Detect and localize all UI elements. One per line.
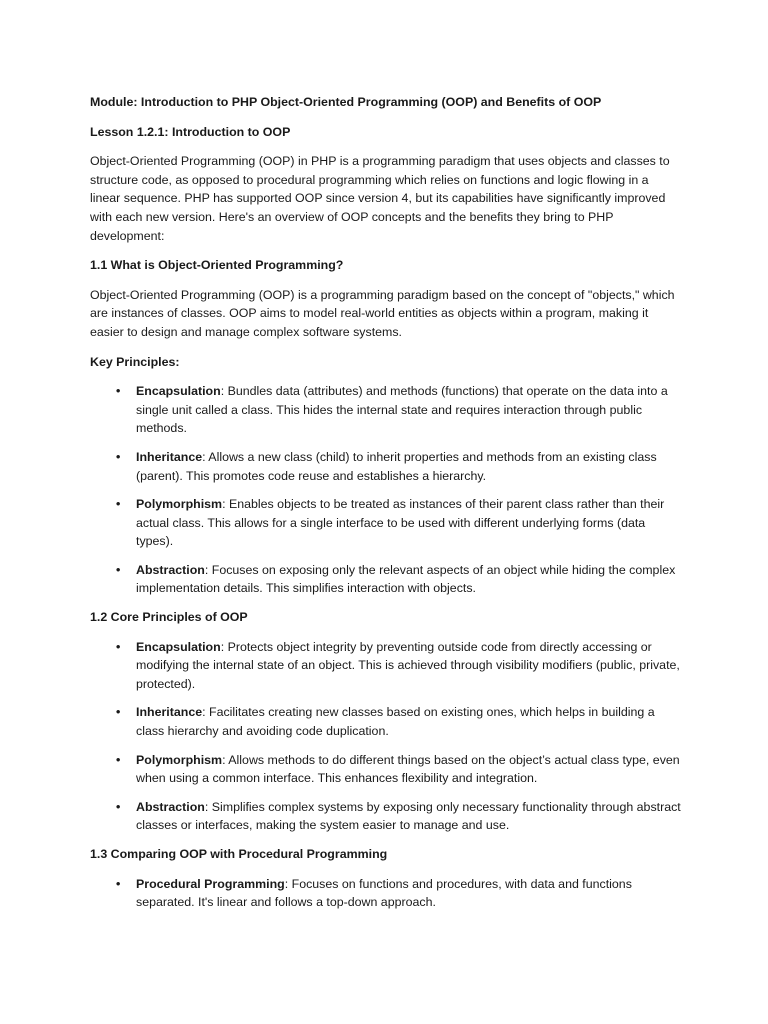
list-item-text: : Bundles data (attributes) and methods (functions) that operate on the data into a single unit called a class. This hides the internal state and requires interaction through public methods. <box>136 384 668 436</box>
bullet-icon: • <box>116 497 121 512</box>
module-title: Module: Introduction to PHP Object-Oriented Programming (OOP) and Benefits of OOP <box>90 95 602 109</box>
comparison-list <box>90 875 682 912</box>
list-item <box>90 703 682 740</box>
bullet-icon: • <box>116 384 121 399</box>
list-item-text: : Facilitates creating new classes based on existing ones, which helps in building a class hierarchy and avoiding code duplication. <box>136 705 655 739</box>
list-item-text: : Enables objects to be treated as instances of their parent class rather than their actual class. This allows for a single interface to be used with different underlying forms (data types). <box>136 497 665 549</box>
bullet-icon: • <box>116 752 121 767</box>
list-item-text: : Allows a new class (child) to inherit properties and methods from an existing class (parent). This promotes code reuse and establishes a hierarchy. <box>136 449 657 483</box>
list-item <box>90 798 682 835</box>
list-item <box>90 875 682 912</box>
key-principles-label: Key Principles: <box>90 354 180 369</box>
core-principles-list <box>90 638 682 835</box>
key-principles-list <box>90 382 682 598</box>
bullet-icon: • <box>116 876 121 891</box>
list-item <box>90 382 682 438</box>
list-item-term: Procedural Programming <box>136 876 285 891</box>
list-item-term: Polymorphism <box>136 752 223 767</box>
list-item-term: Encapsulation <box>136 639 221 654</box>
list-item-text: : Allows methods to do different things based on the object’s actual class type, even when using a common interface. This enhances flexibility and integration. <box>136 752 680 786</box>
list-item <box>90 495 682 551</box>
list-item <box>90 638 682 694</box>
intro-paragraph: Object-Oriented Programming (OOP) in PHP is a programming paradigm that uses objects and classes to structure code, as opposed to procedural programming which relies on functions and logic flowing in a linear sequence. PHP has supported OOP since version 4, but its capabilities have significantly improved with each new version. Here's an overview of OOP concepts and the benefits they bring to PHP development: <box>90 154 670 243</box>
list-item <box>90 751 682 788</box>
list-item-term: Inheritance <box>136 705 203 720</box>
bullet-icon: • <box>116 449 121 464</box>
section-1-3-heading: 1.3 Comparing OOP with Procedural Programming <box>90 847 388 861</box>
section-1-1-paragraph: Object-Oriented Programming (OOP) is a programming paradigm based on the concept of "objects," which are instances of classes. OOP aims to model real-world entities as objects within a program, making it easier to design and manage complex software systems. <box>90 287 675 339</box>
list-item-text: : Focuses on functions and procedures, with data and functions separated. It's linear and follows a top-down approach. <box>136 876 632 910</box>
list-item-text: : Simplifies complex systems by exposing only necessary functionality through abstract classes or interfaces, making the system easier to manage and use. <box>136 799 681 833</box>
list-item <box>90 561 682 598</box>
bullet-icon: • <box>116 639 121 654</box>
list-item-term: Inheritance <box>136 449 203 464</box>
bullet-icon: • <box>116 799 121 814</box>
bullet-icon: • <box>116 562 121 577</box>
section-1-2-heading: 1.2 Core Principles of OOP <box>90 610 248 625</box>
lesson-title: Lesson 1.2.1: Introduction to OOP <box>90 124 291 139</box>
list-item-text: : Focuses on exposing only the relevant aspects of an object while hiding the complex implementation details. This simplifies interaction with objects. <box>136 562 676 596</box>
section-1-1-heading: 1.1 What is Object-Oriented Programming? <box>90 258 344 273</box>
bullet-icon: • <box>116 705 121 720</box>
list-item-term: Abstraction <box>136 562 205 577</box>
list-item-term: Abstraction <box>136 799 205 814</box>
list-item-term: Encapsulation <box>136 384 221 399</box>
list-item <box>90 448 682 485</box>
list-item-text: : Protects object integrity by preventing outside code from directly accessing or modifying the internal state of an object. This is achieved through visibility modifiers (public, private, protected). <box>136 639 680 691</box>
list-item-term: Polymorphism <box>136 497 223 512</box>
